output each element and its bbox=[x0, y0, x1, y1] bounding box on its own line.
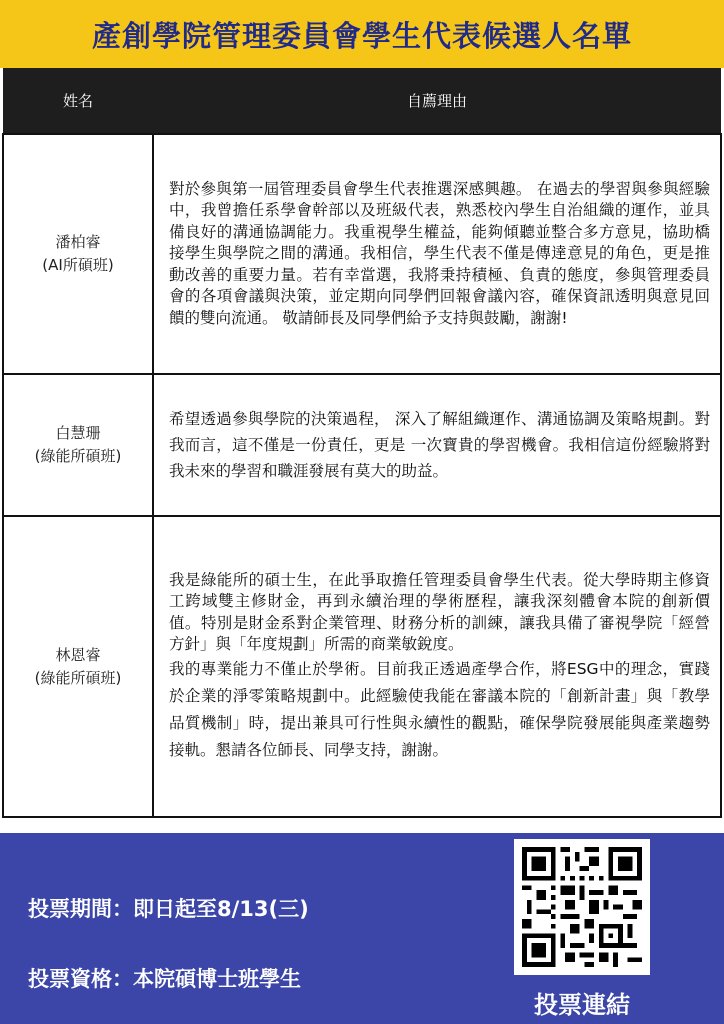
qr-code-icon[interactable] bbox=[514, 839, 650, 975]
candidate-name: 潘柏睿 bbox=[55, 233, 101, 251]
candidate-table bbox=[2, 68, 722, 818]
voting-period: 投票期間：即日起至8/13(三) bbox=[28, 897, 309, 921]
candidate-name: 白慧珊 bbox=[55, 424, 101, 442]
column-header-name: 姓名 bbox=[3, 68, 153, 134]
vote-link-label[interactable]: 投票連結 bbox=[534, 991, 630, 1019]
title-banner bbox=[0, 0, 724, 68]
table-row bbox=[3, 134, 721, 374]
voting-eligibility: 投票資格：本院碩博士班學生 bbox=[28, 967, 301, 991]
candidate-reason-paragraph-1: 我是綠能所的碩士生，在此爭取擔任管理委員會學生代表。從大學時期主修資工跨域雙主修財金，再到永續治理的學術歷程，讓我深刻體會本院的創新價值。特別是財金系對企業管理、財務分析的訓練，讓我具備了審視學院「經營方針」與「年度規劃」所需的商業敏銳度。 bbox=[169, 570, 710, 653]
candidate-name-cell bbox=[3, 134, 153, 374]
table-row bbox=[3, 516, 721, 817]
column-header-reason: 自薦理由 bbox=[153, 68, 721, 134]
table-header-row bbox=[3, 68, 721, 134]
candidate-name-cell bbox=[3, 374, 153, 516]
candidate-reason: 希望透過參與學院的決策過程， 深入了解組織運作、溝通協調及策略規劃。對我而言，這不僅是一份責任，更是 一次寶貴的學習機會。我相信這份經驗將對我未來的學習和職涯發展有莫大的助益。 bbox=[169, 410, 710, 480]
candidate-program: (綠能所碩班) bbox=[34, 668, 122, 687]
candidate-reason-paragraph-2: 我的專業能力不僅止於學術。目前我正透過產學合作，將ESG中的理念，實踐於企業的淨零策略規劃中。此經驗使我能在審議本院的「創新計畫」與「教學品質機制」時，提出兼具可行性與永續性的觀點，確保學院發展能與產業趨勢接軌。懇請各位師長、同學支持，謝謝。 bbox=[169, 659, 710, 759]
page-title: 產創學院管理委員會學生代表候選人名單 bbox=[91, 18, 632, 53]
candidate-reason: 對於參與第一屆管理委員會學生代表推選深感興趣。 在過去的學習與參與經驗中，我曾擔任系學會幹部以及班級代表，熟悉校內學生自治組織的運作，並具備良好的溝通協調能力。我重視學生權益，能夠傾聽並整合多方意見，協助橋接學生與學院之間的溝通。我相信，學生代表不僅是傳達意見的角色，更是推動改善的重要力量。若有幸當選，我將秉持積極、負責的態度，參與管理委員會的各項會議與決策，並定期向同學們回報會議內容，確保資訊透明與意見回饋的雙向流通。 敬請師長及同學們給予支持與鼓勵，謝謝! bbox=[169, 179, 710, 327]
candidate-program: (綠能所碩班) bbox=[34, 447, 122, 465]
candidate-reason-cell bbox=[153, 516, 721, 817]
voting-info-footer bbox=[0, 833, 724, 1024]
candidate-name-cell bbox=[3, 516, 153, 817]
candidate-table-container bbox=[2, 68, 722, 818]
candidate-program: (AI所碩班) bbox=[42, 256, 114, 274]
table-row bbox=[3, 374, 721, 516]
candidate-name: 林恩睿 bbox=[55, 645, 101, 664]
candidate-reason-cell bbox=[153, 374, 721, 516]
candidate-reason-cell bbox=[153, 134, 721, 374]
